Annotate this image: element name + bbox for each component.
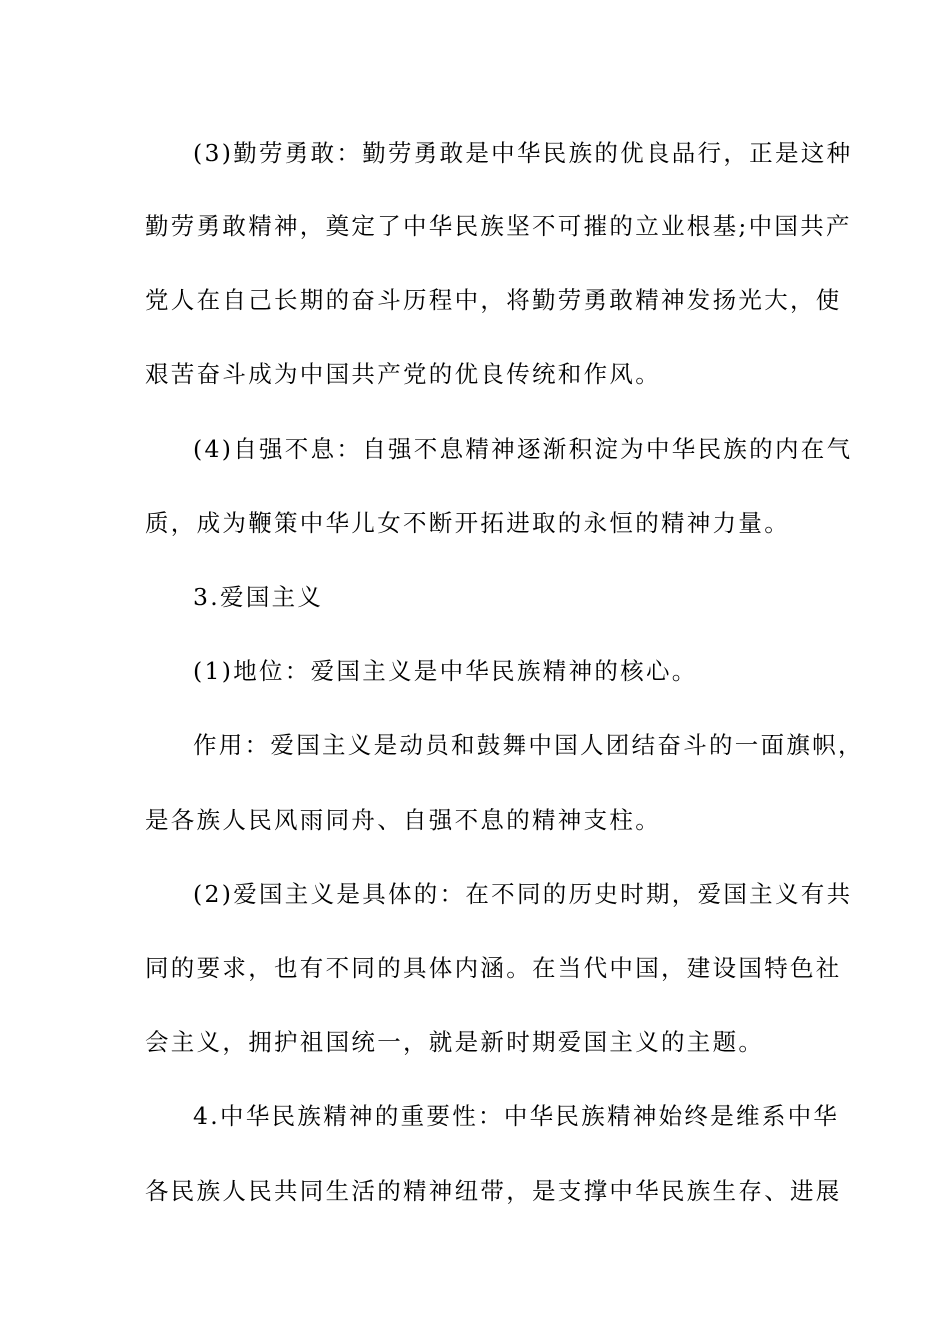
paragraph-line: 质，成为鞭策中华儿女不断开拓进取的永恒的精神力量。 (145, 509, 790, 537)
paragraph-line: 作用：爱国主义是动员和鼓舞中国人团结奋斗的一面旗帜， (193, 731, 864, 759)
paragraph-line: 同的要求，也有不同的具体内涵。在当代中国，建设国特色社 (145, 954, 842, 982)
paragraph-line: 会主义，拥护祖国统一，就是新时期爱国主义的主题。 (145, 1028, 765, 1056)
paragraph-line: 各民族人民共同生活的精神纽带，是支撑中华民族生存、进展 (145, 1177, 842, 1205)
paragraph-line: (1)地位：爱国主义是中华民族精神的核心。 (193, 657, 698, 685)
section-heading: 3.爱国主义 (193, 583, 324, 611)
paragraph-line: (2)爱国主义是具体的：在不同的历史时期，爱国主义有共 (193, 880, 853, 908)
paragraph-line: 艰苦奋斗成为中国共产党的优良传统和作风。 (145, 360, 661, 388)
paragraph-line: (4)自强不息：自强不息精神逐渐积淀为中华民族的内在气 (193, 435, 853, 463)
paragraph-line: (3)勤劳勇敢：勤劳勇敢是中华民族的优良品行，正是这种 (193, 139, 853, 167)
paragraph-line: 勤劳勇敢精神，奠定了中华民族坚不可摧的立业根基;中国共产 (145, 212, 852, 240)
paragraph-line: 是各族人民风雨同舟、自强不息的精神支柱。 (145, 806, 661, 834)
paragraph-line: 4.中华民族精神的重要性：中华民族精神始终是维系中华 (193, 1102, 840, 1130)
paragraph-line: 党人在自己长期的奋斗历程中，将勤劳勇敢精神发扬光大，使 (145, 286, 842, 314)
